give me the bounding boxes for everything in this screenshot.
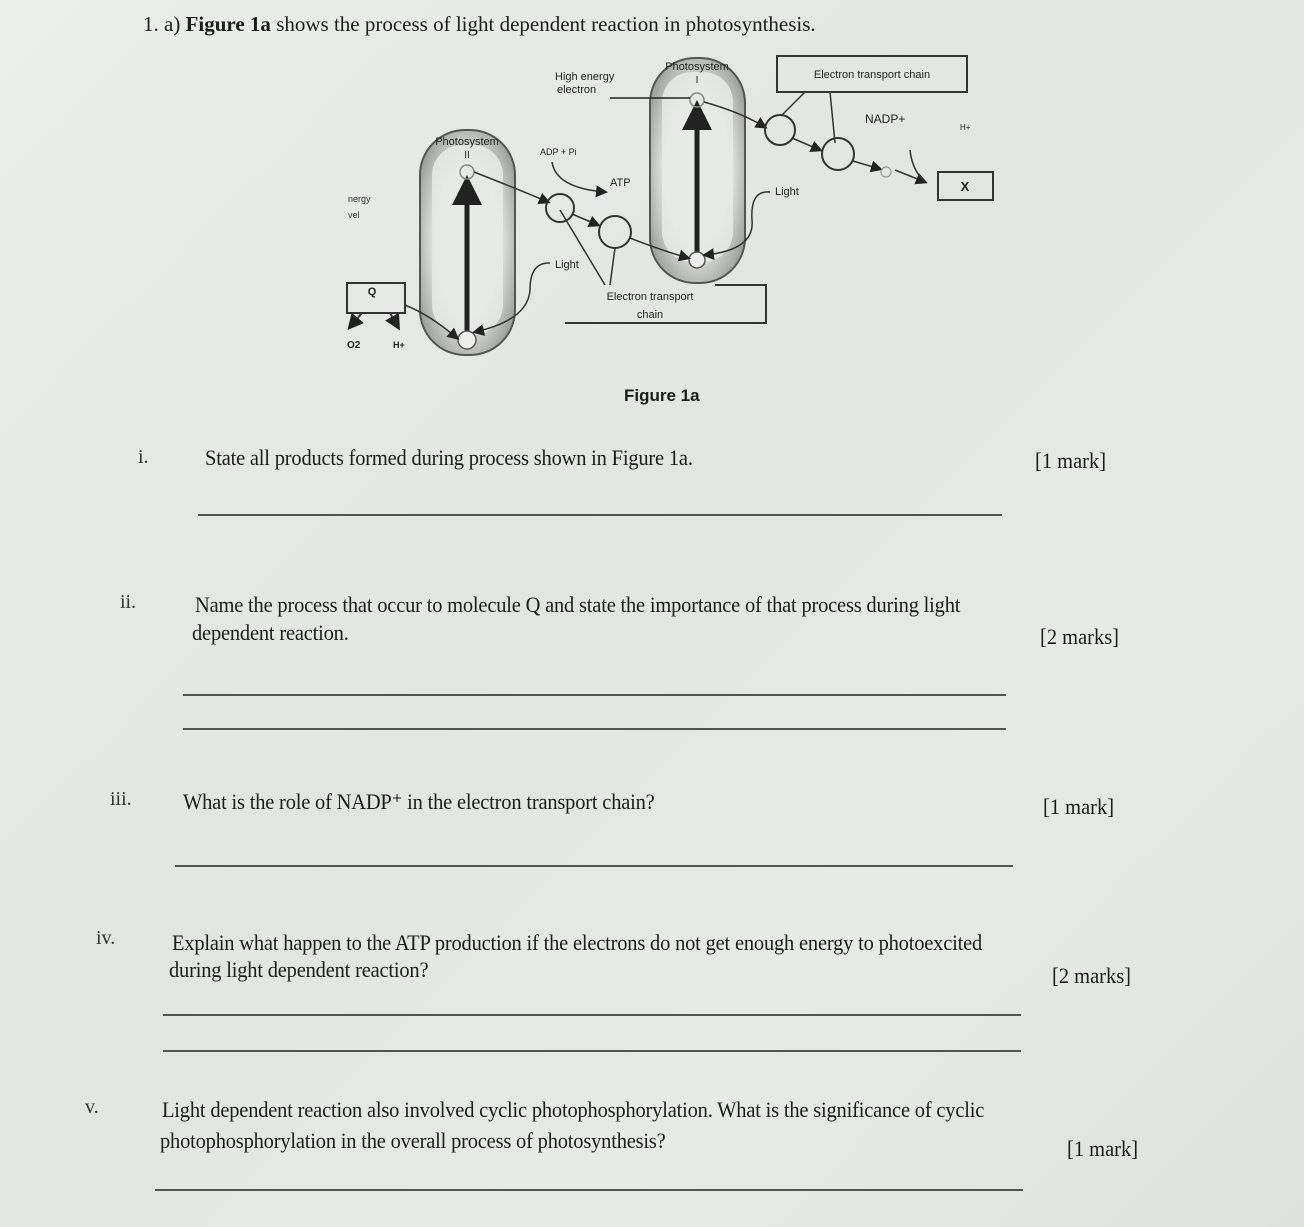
question-v-text-line2: photophosphorylation in the overall process of photosynthesis?: [160, 1128, 666, 1153]
figure-reference: Figure 1a: [185, 12, 271, 36]
svg-text:H+: H+: [393, 340, 405, 350]
question-iii-text: What is the role of NADP⁺ in the electron transport chain?: [183, 789, 655, 814]
svg-text:electron: electron: [557, 84, 597, 96]
question-v-number: v.: [85, 1096, 99, 1118]
svg-text:High energy: High energy: [555, 71, 615, 83]
question-ii-marks: [2 marks]: [1040, 624, 1119, 649]
svg-text:Q: Q: [367, 286, 377, 298]
question-v-text-line1: Light dependent reaction also involved cyclic photophosphorylation. What is the significance of cyclic: [162, 1097, 985, 1122]
svg-text:ADP + Pi: ADP + Pi: [540, 147, 577, 157]
svg-text:nergy: nergy: [348, 194, 371, 204]
svg-text:O2: O2: [347, 340, 361, 351]
answer-line-iv-1[interactable]: [163, 1014, 1021, 1016]
question-iii-marks: [1 mark]: [1043, 794, 1115, 819]
question-i-number: i.: [138, 446, 149, 468]
figure-caption: Figure 1a: [624, 386, 700, 405]
question-number: 1.: [143, 12, 159, 36]
answer-line-ii-2[interactable]: [183, 728, 1006, 730]
question-ii-number: ii.: [120, 591, 137, 613]
svg-text:Photosystem: Photosystem: [665, 61, 729, 73]
question-header: [143, 12, 816, 37]
answer-line-ii-1[interactable]: [183, 694, 1006, 696]
svg-text:Photosystem: Photosystem: [435, 136, 499, 148]
svg-text:I: I: [695, 75, 699, 86]
question-iv-text-line2: during light dependent reaction?: [169, 957, 429, 982]
svg-text:chain: chain: [636, 309, 664, 321]
question-iv-marks: [2 marks]: [1052, 963, 1131, 988]
svg-text:Light: Light: [775, 186, 799, 198]
question-iv-text-line1: Explain what happen to the ATP production if the electrons do not get enough energy to photoexcited: [172, 930, 983, 955]
question-part: a): [164, 12, 181, 36]
question-i-marks: [1 mark]: [1035, 448, 1107, 473]
svg-text:NADP+: NADP+: [865, 112, 906, 126]
svg-text:vel: vel: [348, 210, 360, 220]
answer-line-iv-2[interactable]: [163, 1050, 1021, 1052]
svg-text:X: X: [960, 179, 970, 194]
question-iii-number: iii.: [110, 788, 132, 810]
question-i-text: State all products formed during process shown in Figure 1a.: [205, 445, 693, 470]
svg-text:Light: Light: [555, 259, 579, 271]
svg-text:II: II: [464, 150, 470, 161]
question-iv-number: iv.: [96, 927, 116, 949]
svg-text:H+: H+: [960, 123, 971, 132]
question-ii-text-line1: Name the process that occur to molecule Q and state the importance of that process during light: [195, 592, 961, 617]
answer-line-v-1[interactable]: [155, 1189, 1023, 1191]
answer-line-iii-1[interactable]: [175, 865, 1013, 867]
svg-text:Electron transport chain: Electron transport chain: [813, 69, 931, 81]
svg-text:Electron transport: Electron transport: [606, 291, 694, 303]
question-ii-text-line2: dependent reaction.: [192, 620, 349, 645]
header-text: shows the process of light dependent reaction in photosynthesis.: [276, 12, 816, 36]
svg-text:ATP: ATP: [610, 177, 631, 189]
light-reaction-diagram: [320, 50, 1020, 380]
question-v-marks: [1 mark]: [1067, 1136, 1139, 1161]
answer-line-i-1[interactable]: [198, 514, 1002, 516]
